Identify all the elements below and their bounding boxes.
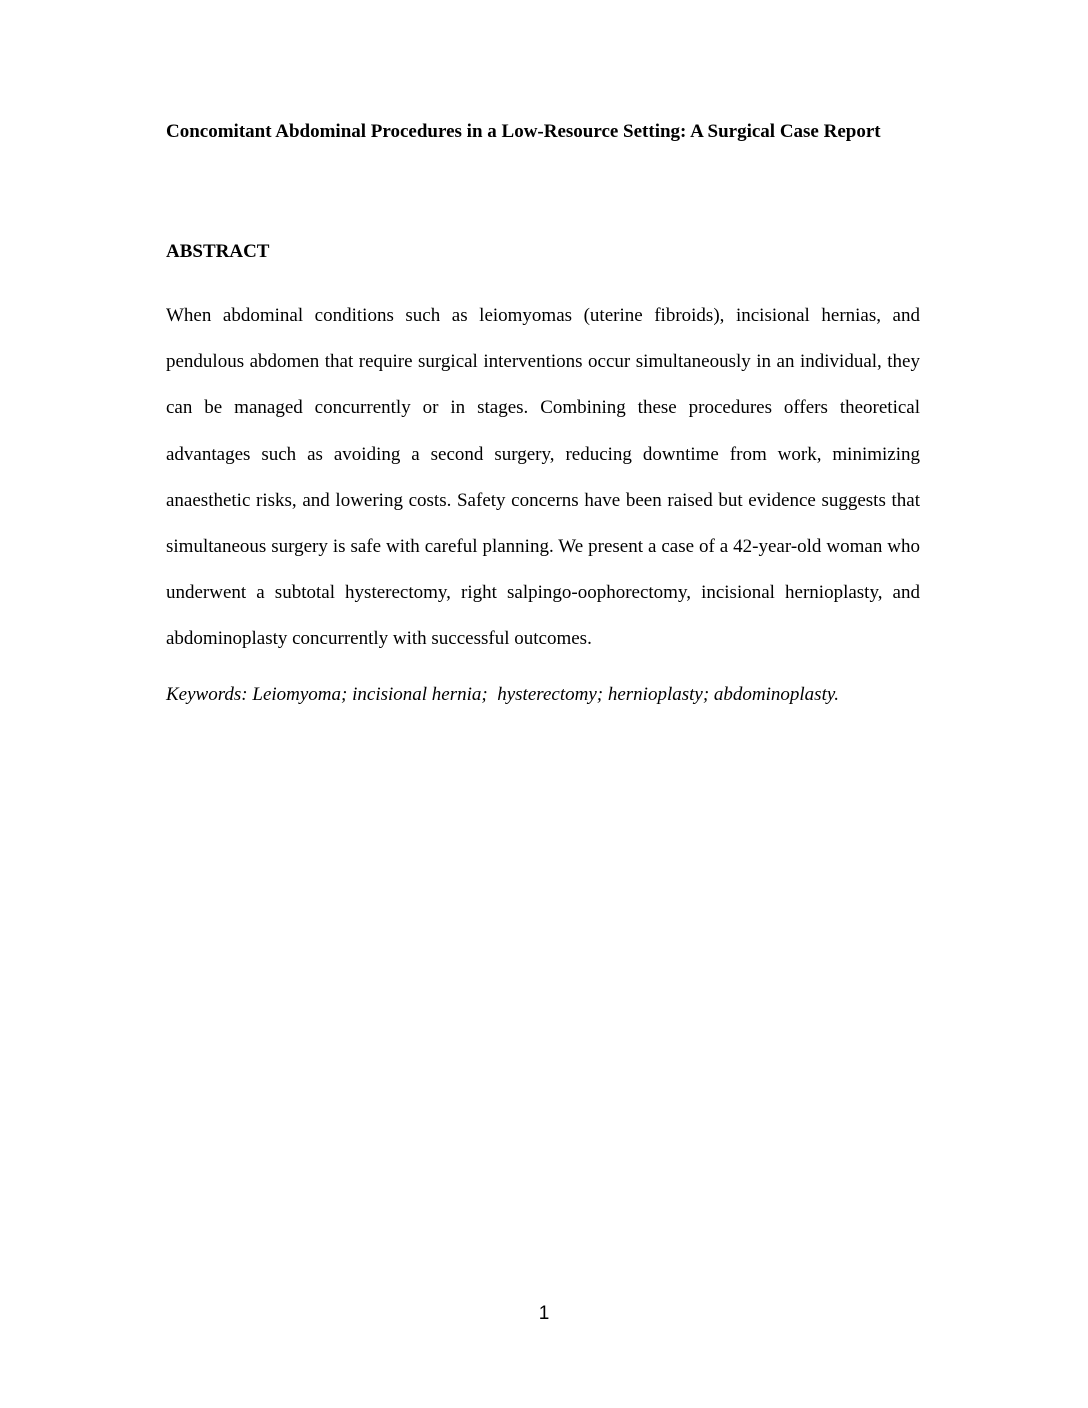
paper-title: Concomitant Abdominal Procedures in a Low-Resource Setting: A Surgical Case Report: [166, 121, 881, 142]
abstract-body: When abdominal conditions such as leiomyomas (uterine fibroids), incisional hernias, and pendulous abdomen that require surgical interventions occur simultaneously in an individual, they can be managed concurrently or in stages. Combining these procedures offers theoretical advantages such as avoiding a second surgery, reducing downtime from work, minimizing anaesthetic risks, and lowering costs. Safety concerns have been raised but evidence suggests that simultaneous surgery is safe with careful planning. We present a case of a 42-year-old woman who underwent a subtotal hysterectomy, right salpingo-oophorectomy, incisional hernioplasty, and abdominoplasty concurrently with successful outcomes.: [166, 305, 920, 650]
page-number: 1: [538, 1303, 550, 1324]
abstract-heading: ABSTRACT: [166, 241, 270, 262]
keywords-line: Keywords: Leiomyoma; incisional hernia; hysterectomy; hernioplasty; abdominoplasty.: [166, 684, 839, 705]
